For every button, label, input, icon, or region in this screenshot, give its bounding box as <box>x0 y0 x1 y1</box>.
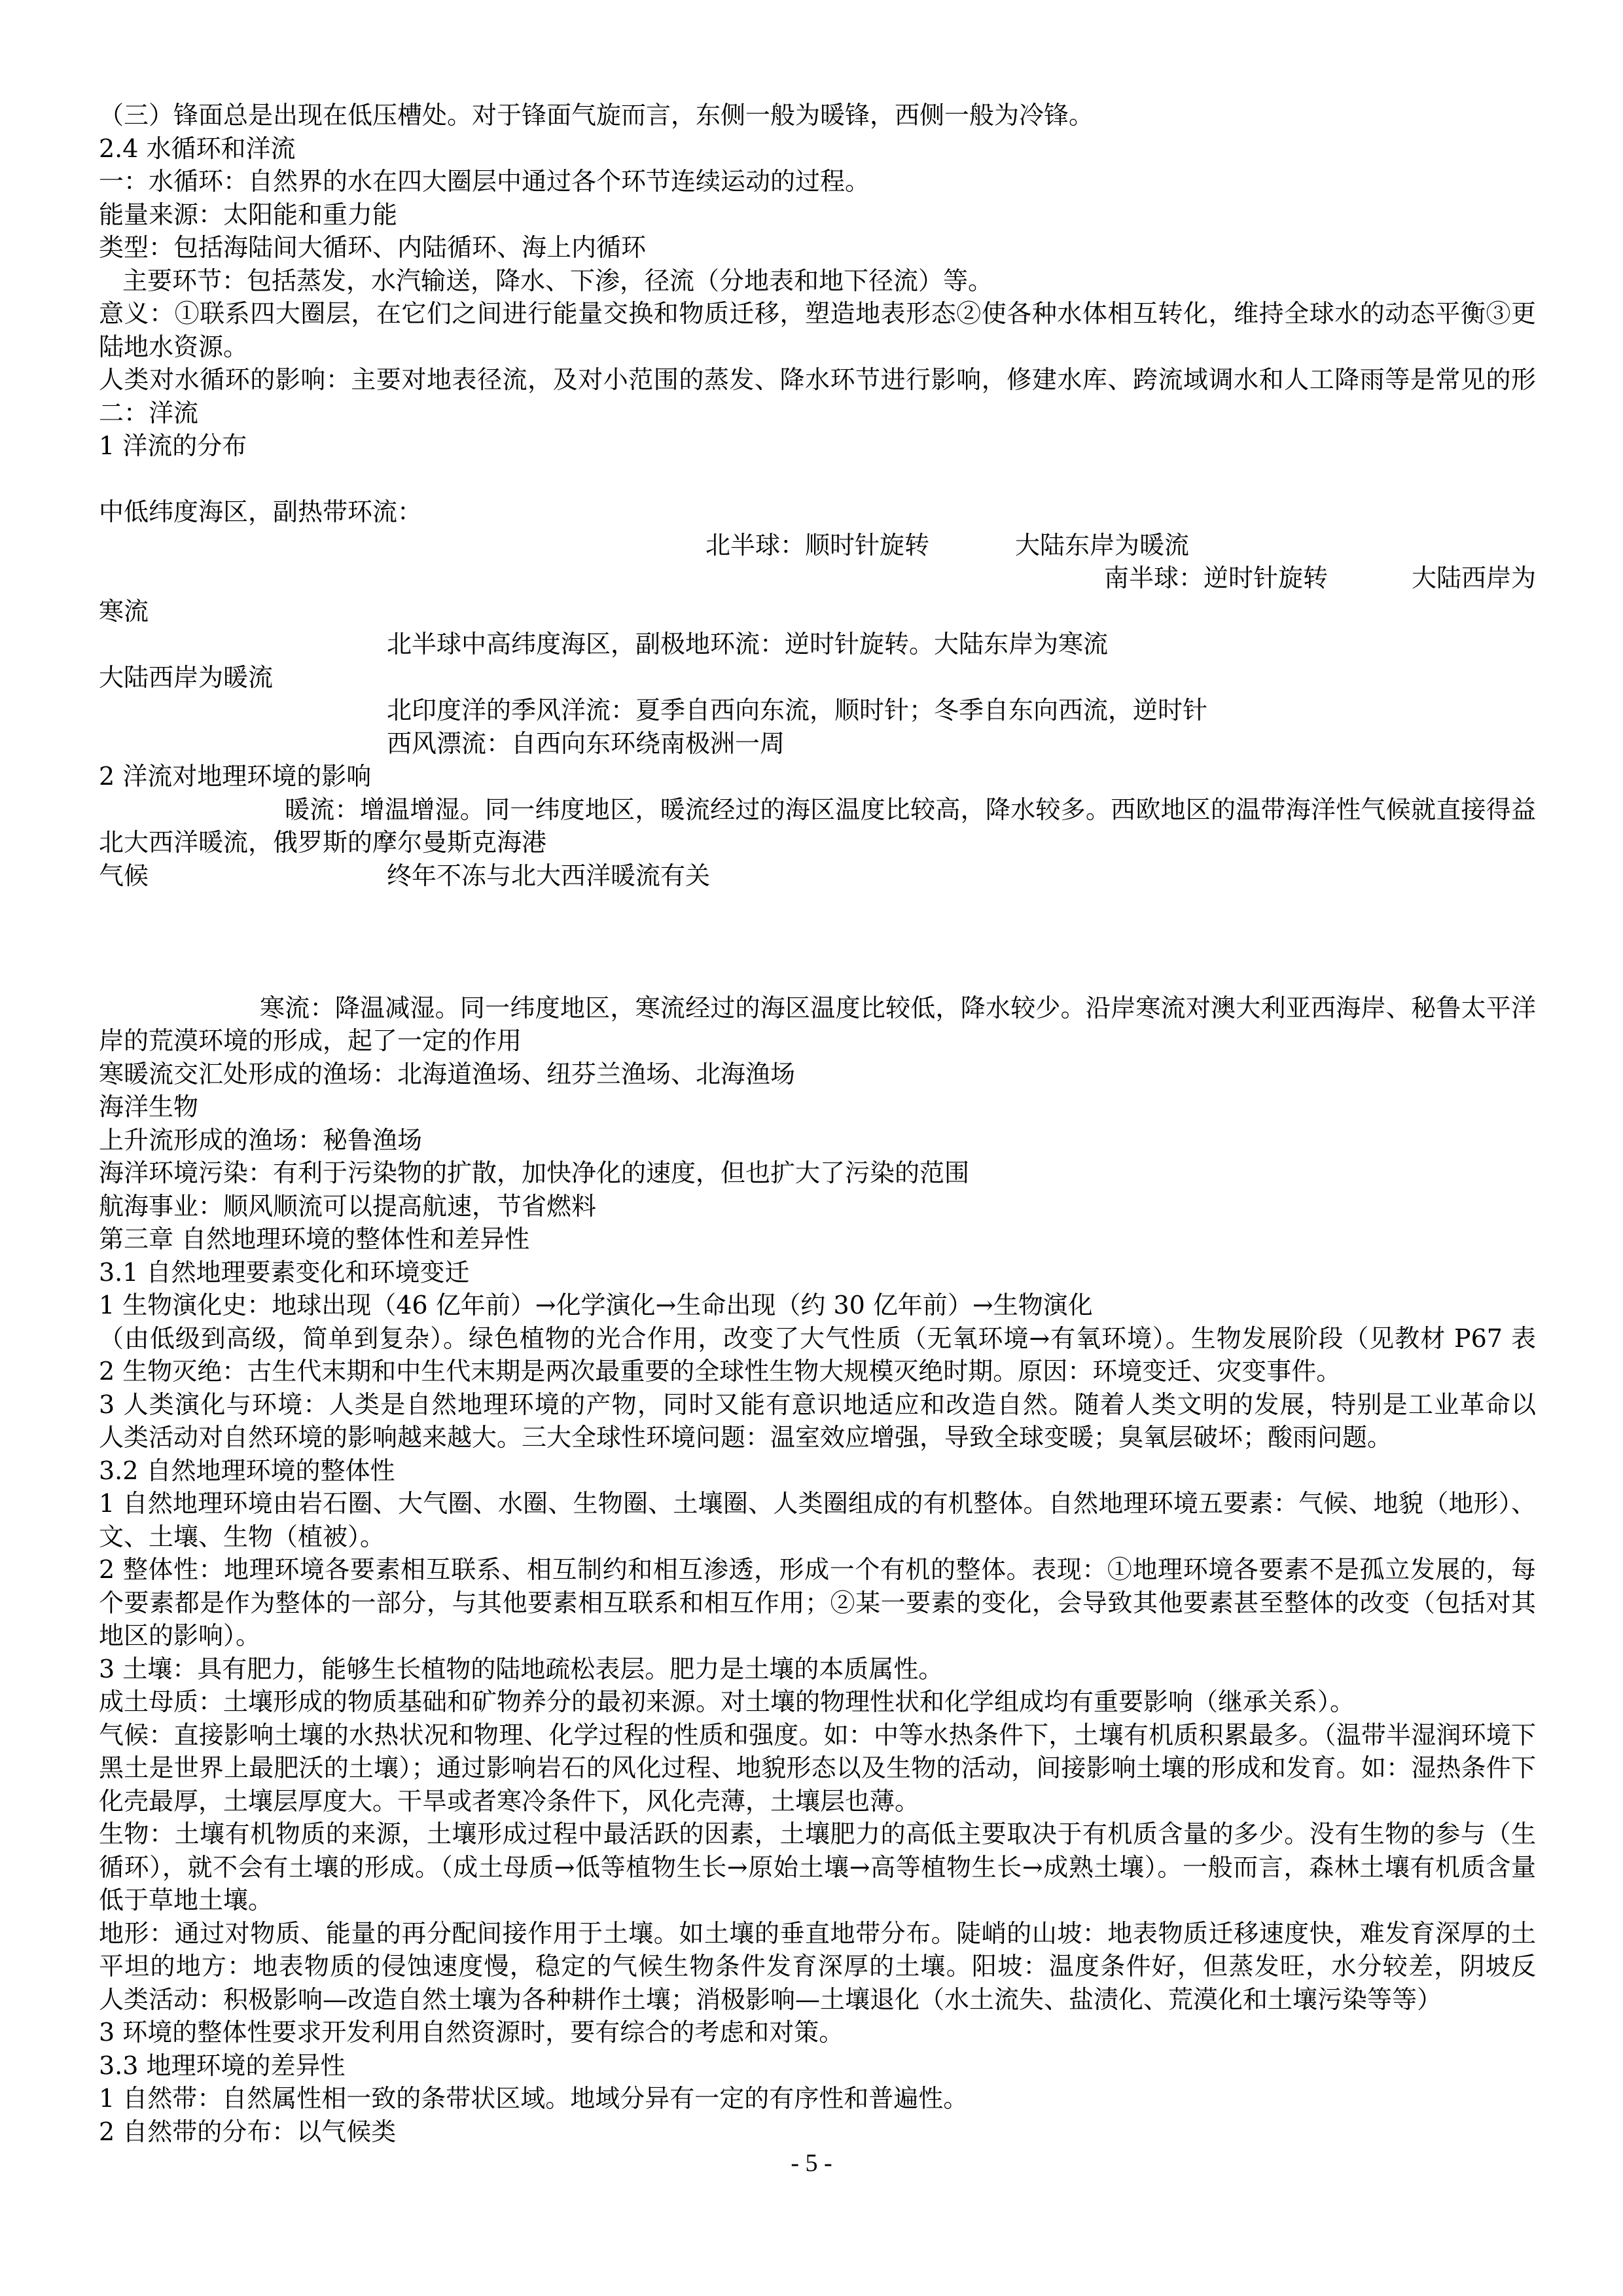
text-line: 低于草地土壤。 <box>99 1886 274 1914</box>
section-heading: 2 洋流对地理环境的影响 <box>99 762 372 791</box>
text-line: 海洋环境污染：有利于污染物的扩散，加快净化的速度，但也扩大了污染的范围 <box>99 1158 970 1187</box>
text-line: 成土母质：土壤形成的物质基础和矿物养分的最初来源。对土壤的物理性状和化学组成均有重要影响（继承关系）。 <box>99 1687 1355 1716</box>
text-line: 1 自然地理环境由岩石圈、大气圈、水圈、生物圈、土壤圈、人类圈组成的有机整体。自然地理环境五要素：气候、地貌（地形）、 <box>99 1489 1536 1518</box>
text-line: 寒流 <box>99 596 149 626</box>
text-line: 大陆西岸为暖流 <box>99 662 274 692</box>
text-line: 1 生物演化史：地球出现（46 亿年前）→化学演化→生命出现（约 30 亿年前）→生物演化 <box>99 1291 1093 1319</box>
blank-line <box>99 892 1536 925</box>
page-number: - 5 - <box>791 2149 832 2177</box>
text-line: 文、土壤、生物（植被）。 <box>99 1522 385 1551</box>
blank-line <box>99 463 1536 496</box>
text-line: 2 自然带的分布：以气候类 <box>99 2117 397 2146</box>
text-line: 寒流：降温减湿。同一纬度地区，寒流经过的海区温度比较低，降水较少。沿岸寒流对澳大利亚西海岸、秘鲁太平洋 <box>260 993 1536 1022</box>
text-line <box>99 859 1536 893</box>
blank-line <box>99 925 1536 959</box>
chapter-heading: 第三章 自然地理环境的整体性和差异性 <box>99 1225 530 1253</box>
text-span: 气候 <box>99 861 149 890</box>
text-line: 2 生物灭绝：古生代末期和中生代末期是两次最重要的全球性生物大规模灭绝时期。原因：环境变迁、灾变事件。 <box>99 1357 1342 1386</box>
text-line: 1 自然带：自然属性相一致的条带状区域。地域分异有一定的有序性和普遍性。 <box>99 2084 969 2113</box>
text-span: 大陆东岸为暖流 <box>1015 530 1190 560</box>
section-heading: 3.3 地理环境的差异性 <box>99 2051 346 2080</box>
text-line: 黑土是世界上最肥沃的土壤）；通过影响岩石的风化过程、地貌形态以及生物的活动，间接影响土壤的形成和发育。如：湿热条件下 <box>99 1753 1536 1782</box>
text-line: 暖流：增温增湿。同一纬度地区，暖流经过的海区温度比较高，降水较多。西欧地区的温带海洋性气候就直接得益 <box>285 795 1536 824</box>
document-page <box>99 99 1536 2148</box>
text-line: 3 环境的整体性要求开发利用自然资源时，要有综合的考虑和对策。 <box>99 2018 844 2047</box>
text-line: 寒暖流交汇处形成的渔场：北海道渔场、纽芬兰渔场、北海渔场 <box>99 1059 796 1088</box>
text-line: 西风漂流：自西向东环绕南极洲一周 <box>387 728 785 758</box>
text-line: （由低级到高级，简单到复杂）。绿色植物的光合作用，改变了大气性质（无氧环境→有氧环境）。生物发展阶段（见教材 P67 表 <box>99 1323 1536 1353</box>
text-line: 平坦的地方：地表物质的侵蚀速度慢，稳定的气候生物条件发育深厚的土壤。阳坡：温度条件好，但蒸发旺，水分较差，阴坡反 <box>99 1952 1536 1981</box>
text-line: 中低纬度海区，副热带环流： <box>99 497 423 526</box>
text-line: 陆地水资源。 <box>99 332 249 361</box>
section-heading: 3.1 自然地理要素变化和环境变迁 <box>99 1257 470 1287</box>
text-line: 北半球中高纬度海区，副极地环流：逆时针旋转。大陆东岸为寒流 <box>387 630 1109 658</box>
text-line: 生物：土壤有机物质的来源，土壤形成过程中最活跃的因素，土壤肥力的高低主要取决于有机质含量的多少。没有生物的参与（生 <box>99 1820 1536 1848</box>
text-line: 循环），就不会有土壤的形成。（成土母质→低等植物生长→原始土壤→高等植物生长→成熟土壤）。一般而言，森林土壤有机质含量 <box>99 1852 1536 1882</box>
text-line: （三）锋面总是出现在低压槽处。对于锋面气旋而言，东侧一般为暖锋，西侧一般为冷锋。 <box>99 101 1094 130</box>
text-line: 人类活动：积极影响—改造自然土壤为各种耕作土壤；消极影响—土壤退化（水土流失、盐渍化、荒漠化和土壤污染等等） <box>99 1984 1442 2014</box>
text-line: 岸的荒漠环境的形成，起了一定的作用 <box>99 1026 522 1055</box>
text-line: 个要素都是作为整体的一部分，与其他要素相互联系和相互作用；②某一要素的变化，会导致其他要素甚至整体的改变（包括对其 <box>99 1588 1536 1617</box>
section-heading: 2.4 水循环和洋流 <box>99 134 296 163</box>
blank-line <box>99 958 1536 992</box>
text-line: 3 土壤：具有肥力，能够生长植物的陆地疏松表层。肥力是土壤的本质属性。 <box>99 1654 944 1683</box>
text-line: 一：水循环：自然界的水在四大圈层中通过各个环节连续运动的过程。 <box>99 167 870 196</box>
text-line <box>99 562 1536 595</box>
text-line: 气候：直接影响土壤的水热状况和物理、化学过程的性质和强度。如：中等水热条件下，土壤有机质积累最多。（温带半湿润环境下 <box>99 1720 1536 1749</box>
text-line: 航海事业：顺风顺流可以提高航速，节省燃料 <box>99 1191 597 1221</box>
text-span: 南半球：逆时针旋转 <box>1104 564 1329 592</box>
text-span: 北半球：顺时针旋转 <box>705 530 930 560</box>
text-line <box>99 529 1536 562</box>
text-span: 终年不冻与北大西洋暖流有关 <box>387 861 711 890</box>
text-span: 大陆西岸为 <box>1411 564 1536 592</box>
text-line: 北大西洋暖流，俄罗斯的摩尔曼斯克海港 <box>99 828 547 857</box>
text-line: 主要环节：包括蒸发，水汽输送，降水、下渗，径流（分地表和地下径流）等。 <box>122 266 993 295</box>
text-line: 2 整体性：地理环境各要素相互联系、相互制约和相互渗透，形成一个有机的整体。表现：①地理环境各要素不是孤立发展的，每 <box>99 1555 1536 1584</box>
text-line: 类型：包括海陆间大循环、内陆循环、海上内循环 <box>99 233 647 262</box>
text-line: 地形：通过对物质、能量的再分配间接作用于土壤。如土壤的垂直地带分布。陡峭的山坡：地表物质迁移速度快，难发育深厚的土 <box>99 1918 1536 1948</box>
text-line: 地区的影响）。 <box>99 1621 261 1650</box>
text-line: 3 人类演化与环境：人类是自然地理环境的产物，同时又能有意识地适应和改造自然。随着人类文明的发展，特别是工业革命以 <box>99 1390 1536 1419</box>
section-heading: 3.2 自然地理环境的整体性 <box>99 1456 395 1485</box>
text-line: 意义：①联系四大圈层，在它们之间进行能量交换和物质迁移，塑造地表形态②使各种水体相互转化，维持全球水的动态平衡③更 <box>99 299 1536 328</box>
text-line: 北印度洋的季风洋流：夏季自西向东流，顺时针；冬季自东向西流，逆时针 <box>387 696 1208 725</box>
section-heading: 1 洋流的分布 <box>99 431 247 460</box>
text-line: 能量来源：太阳能和重力能 <box>99 200 398 229</box>
text-line: 海洋生物 <box>99 1092 199 1121</box>
section-heading: 二：洋流 <box>99 398 199 427</box>
text-line: 上升流形成的渔场：秘鲁渔场 <box>99 1125 423 1155</box>
text-line: 人类对水循环的影响：主要对地表径流，及对小范围的蒸发、降水环节进行影响，修建水库、跨流域调水和人工降雨等是常见的形 <box>99 365 1536 394</box>
text-line: 化壳最厚，土壤层厚度大。干旱或者寒冷条件下，风化壳薄，土壤层也薄。 <box>99 1786 920 1816</box>
text-line: 人类活动对自然环境的影响越来越大。三大全球性环境问题：温室效应增强，导致全球变暖；臭氧层破坏；酸雨问题。 <box>99 1423 1393 1452</box>
